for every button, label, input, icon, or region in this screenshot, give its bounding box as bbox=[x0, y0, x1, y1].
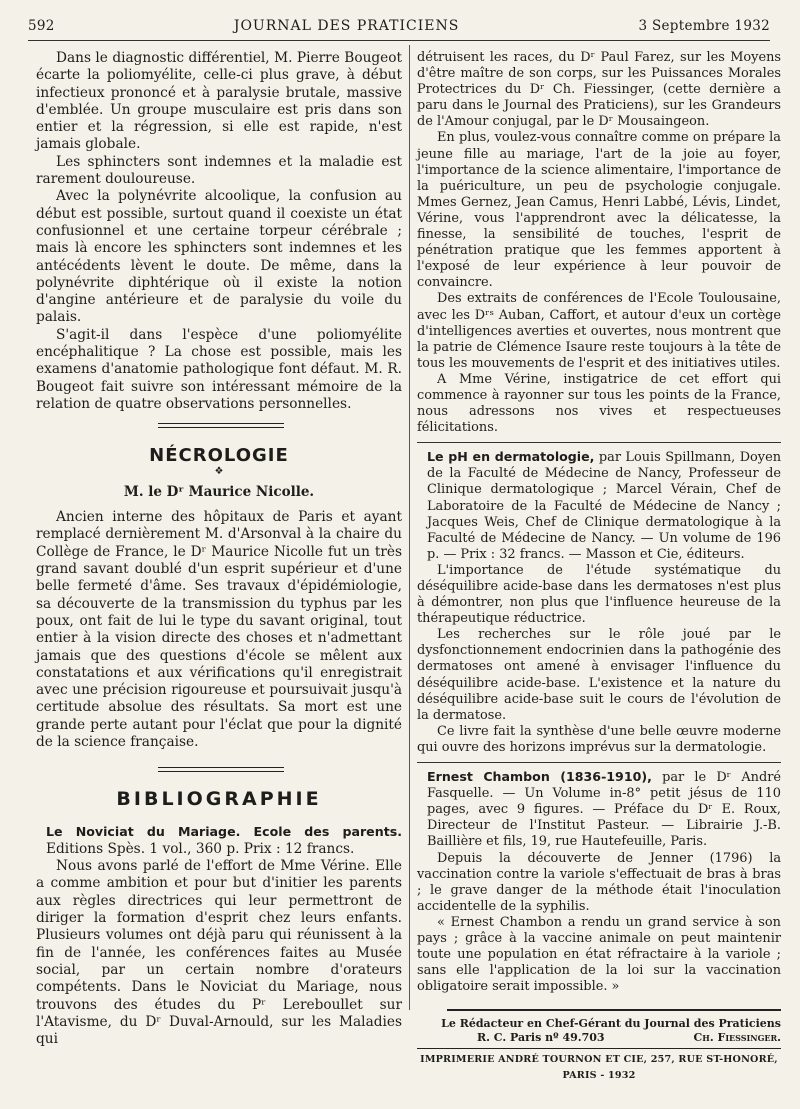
biblio-text: Les recherches sur le rôle joué par le dysfonctionnement endocrinien dans la pathogénie des dermatoses ont amené à envisager l'influence du déséquilibre acide-base. L'existence et la nature du déséquilibre acide-base suit le cours de l'évolution de la dermatose. bbox=[417, 627, 781, 723]
necrology-subtitle: M. le Dʳ Maurice Nicolle. bbox=[123, 483, 315, 500]
entry-separator bbox=[417, 762, 781, 763]
editor-line: Le Rédacteur en Chef-Gérant du Journal des Praticiens bbox=[441, 1017, 781, 1031]
biblio-meta: par Louis Spillmann, Doyen de la Faculté de Médecine de Nancy, Professeur de Clinique dermatologique ; Marcel Vérain, Chef de Laboratoire de la Faculté de Médecine de Nancy ; Jacques Weis, Chef de Clinique dermatologique à la Faculté de Médecine de Nancy. — Un volume de 196 p. — Prix : 32 francs. — Masson et Cie, éditeurs. bbox=[427, 450, 781, 562]
bibliography-heading: BIBLIOGRAPHIE bbox=[116, 788, 322, 811]
footer-rule bbox=[447, 1009, 781, 1011]
biblio-text: Nous avons parlé de l'effort de Mme Vérine. Elle a comme ambition et pour but d'initier les parents aux règles directrices qui leur permettront de diriger la formation d'esprit chez leurs enfants. Plusieurs volumes ont déjà paru qui réunissent à la fin de l'année, les conférences faites au Musée social, par un certain nombre d'orateurs compétents. Dans le Noviciat du Mariage, nous trouvons des études du Pʳ Lereboullet sur l'Atavisme, du Dʳ Duval-Arnould, sur les Maladies qui bbox=[36, 858, 402, 1048]
column-divider bbox=[409, 45, 410, 1010]
necrology-heading: NÉCROLOGIE bbox=[149, 445, 289, 467]
entry-separator bbox=[417, 442, 781, 443]
editor-signature-row bbox=[417, 1031, 781, 1045]
page-number: 592 bbox=[28, 18, 55, 34]
biblio-title: Ernest Chambon (1836-1910), bbox=[427, 769, 652, 785]
trade-register: R. C. Paris nº 49.703 bbox=[477, 1031, 605, 1045]
left-column bbox=[36, 50, 402, 1048]
header-rule bbox=[28, 40, 770, 41]
noviciat-continued: détruisent les races, du Dʳ Paul Farez, sur les Moyens d'être maître de son corps, sur les Puissances Morales Protectrices du Dʳ Ch. Fiessinger, (cette dernière a paru dans le Journal des Praticiens), sur les Grandeurs de l'Amour conjugal, par le Dʳ Mousaingeon. bbox=[417, 50, 781, 130]
biblio-meta: par le Dʳ André Fasquelle. — Un Volume in-8° petit jésus de 110 pages, avec 9 figures. — Préface du Dʳ E. Roux, Directeur de l'Institut Pasteur. — Librairie J.-B. Baillière et fils, 19, rue Hautefeuille, Paris. bbox=[427, 770, 781, 850]
biblio-text: Depuis la découverte de Jenner (1796) la vaccination contre la variole s'effectuait de bras à bras ; le grave danger de la méthode était l'inoculation accidentelle de la syphilis. bbox=[417, 850, 781, 914]
necrology-ornament: ❖ bbox=[214, 465, 224, 477]
noviciat-paragraph-4: A Mme Vérine, instigatrice de cet effort qui commence à rayonner sur tous les points de la France, nous adressons nos vives et respectueuses félicitations. bbox=[417, 371, 781, 436]
biblio-entry-noviciat bbox=[36, 823, 402, 1049]
issue-date: 3 Septembre 1932 bbox=[638, 18, 770, 34]
section-ornament-rule bbox=[36, 767, 402, 785]
printer-imprint: IMPRIMERIE ANDRÉ TOURNON ET CIE, 257, RUE ST-HONORÉ, PARIS - 1932 bbox=[420, 1054, 778, 1082]
necrology-text: Ancien interne des hôpitaux de Paris et ayant remplacé dernièrement M. d'Arsonval à la chaire du Collège de France, le Dʳ Maurice Nicolle fut un très grand savant doublé d'un esprit supérieur et d'une belle fermeté d'âme. Ses travaux d'épidémiologie, sa découverte de la transmission du typhus par les poux, ont fait de lui le type du savant original, tout entier à la vision directe des choses et n'admettant jamais que des questions d'école se mêlent aux constatations et aux vérifications qu'il enregistrait avec une précision rigoureuse et poursuivait jusqu'à certitude absolue des résultats. Sa mort est une grande perte autant pour l'éclat que pour la dignité de la science française. bbox=[36, 509, 402, 750]
imprint-rule bbox=[417, 1048, 781, 1049]
journal-title: JOURNAL DES PRATICIENS bbox=[233, 18, 460, 34]
diagnosis-paragraph: Dans le diagnostic différentiel, M. Pierre Bougeot écarte la poliomyélite, celle-ci plus grave, à début infectieux prononcé et à paralysie brutale, massive d'emblée. Un groupe musculaire est pris dans son entier et la régression, si elle est rapide, n'est jamais globale. bbox=[36, 50, 402, 153]
page-header bbox=[28, 18, 770, 40]
polio-question-paragraph: S'agit-il dans l'espèce d'une poliomyélite encéphalitique ? La chose est possible, mais les examens d'anatomie pathologique font défaut. M. R. Bougeot fait suivre son intéressant mémoire de la relation de quatre observations personnelles. bbox=[36, 326, 402, 412]
section-ornament-rule bbox=[36, 423, 402, 441]
biblio-text: « Ernest Chambon a rendu un grand service à son pays ; grâce à la vaccine animale on peut maintenir toute une population en état réfractaire à la variole ; sans elle l'application de la loi sur la vaccination obligatoire serait impossible. » bbox=[417, 914, 781, 995]
noviciat-paragraph-2: En plus, voulez-vous connaître comme on prépare la jeune fille au mariage, l'art de la joie au foyer, l'importance de la science alimentaire, l'importance de la puériculture, un peu de psychologie conjugale. Mmes Gernez, Jean Camus, Henri Labbé, Lévis, Lindet, Vérine, vous l'apprendront avec la délicatesse, la finesse, la sensibilité de touches, l'esprit de pénétration pratique que les femmes apportent à l'exposé de leur expérience à leur pouvoir de convaincre. bbox=[417, 130, 781, 291]
biblio-meta: Editions Spès. 1 vol., 360 p. Prix : 12 francs. bbox=[46, 840, 355, 857]
biblio-title: Le pH en dermatologie, bbox=[427, 449, 595, 465]
noviciat-paragraph-3: Des extraits de conférences de l'Ecole Toulousaine, avec les Dʳˢ Auban, Caffort, et autour d'eux un cortège d'intelligences averties et ouvertes, nous montrent que la patrie de Clémence Isaure reste toujours à la tête de tous les mouvements de l'esprit et des initiatives utiles. bbox=[417, 291, 781, 371]
right-column bbox=[417, 50, 781, 1085]
polyneuritis-paragraph: Avec la polynévrite alcoolique, la confusion au début est possible, surtout quand il coexiste un état confusionnel et une certaine torpeur cérébrale ; mais là encore les sphincters sont indemnes et les antécédents lèvent le doute. De même, dans la polynévrite diphtérique où il existe la notion d'angine antérieure et de paralysie du voile du palais. bbox=[36, 188, 402, 326]
biblio-entry-chambon bbox=[417, 769, 781, 995]
biblio-text: L'importance de l'étude systématique du déséquilibre acide-base dans les dermatoses n'est plus à démontrer, non plus que l'influence heureuse de la thérapeutique réductrice. bbox=[417, 562, 781, 627]
biblio-text: Ce livre fait la synthèse d'une belle œuvre moderne qui ouvre des horizons imprévus sur la dermatologie. bbox=[417, 723, 781, 755]
editor-signature: Ch. Fiessinger. bbox=[693, 1031, 781, 1045]
biblio-entry-ph bbox=[417, 449, 781, 756]
sphincters-paragraph: Les sphincters sont indemnes et la maladie est rarement douloureuse. bbox=[36, 153, 402, 188]
biblio-title: Le Noviciat du Mariage. Ecole des parents. bbox=[46, 823, 402, 839]
